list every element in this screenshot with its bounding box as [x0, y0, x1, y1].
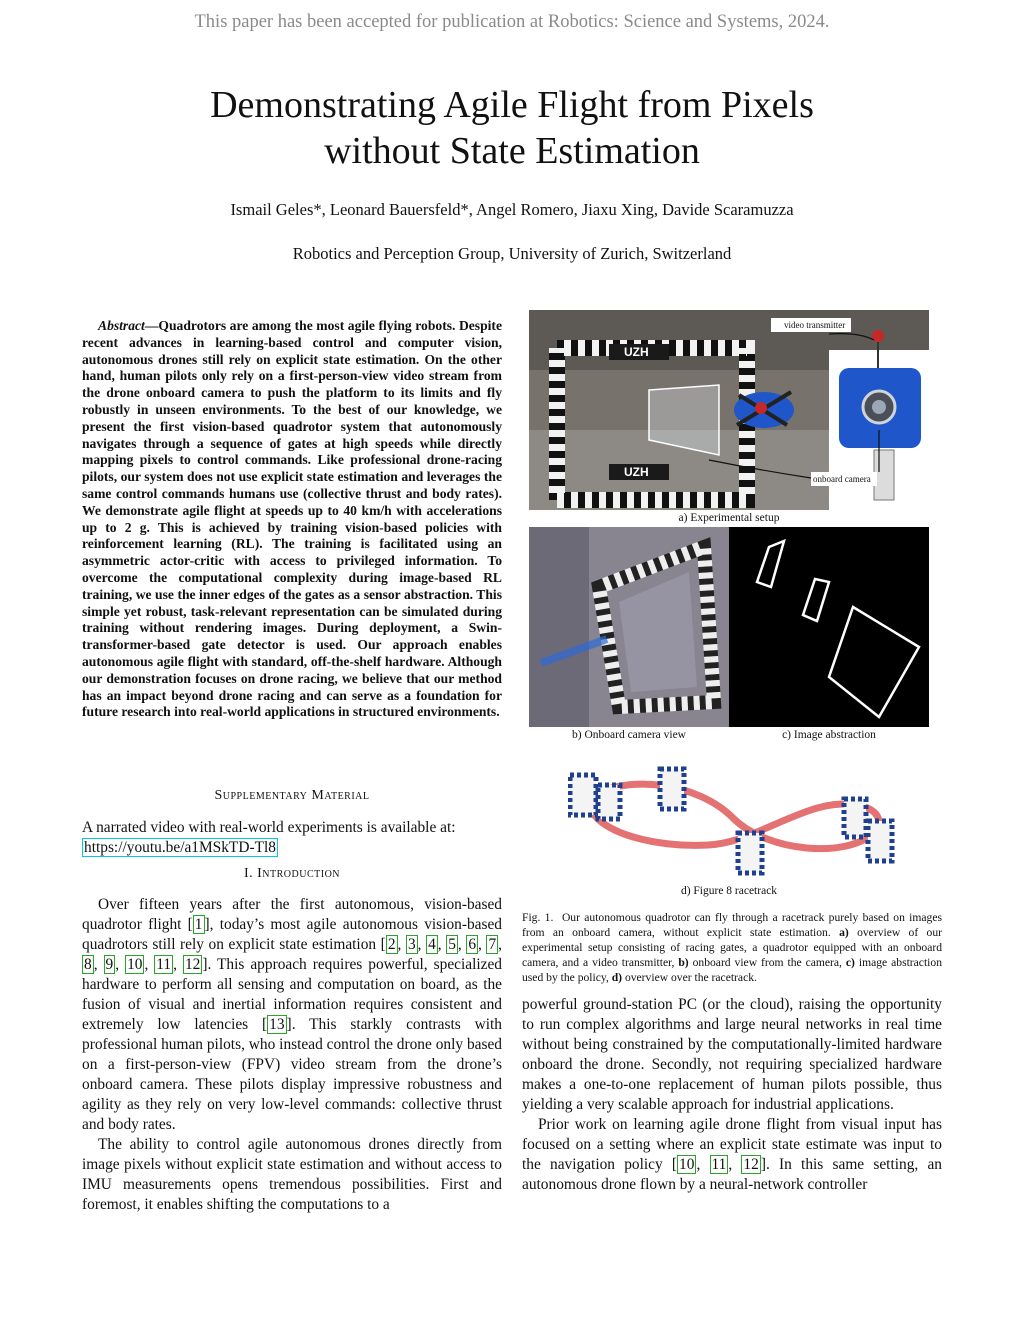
- intro-text-c: . This approach requires powerful, specialized hardware to perform all sensing and computation on board, as the fusion of visual and inertial information requires consistent and extremely low latencies: [82, 956, 502, 1033]
- figure-8-racetrack: [568, 763, 898, 878]
- citation-link[interactable]: 11: [711, 1156, 727, 1173]
- gate-label-bottom: UZH: [624, 465, 649, 479]
- right-column-body: [522, 995, 942, 1195]
- caption-d-text: overview over the racetrack.: [622, 971, 757, 984]
- right-text-a: Prior work on learning agile drone flight from visual input has focused on a setting where an explicit state estimate was input to the navigation policy: [522, 1116, 942, 1173]
- figure-label-d: d) Figure 8 racetrack: [680, 885, 778, 897]
- intro-paragraph-1: Over fifteen years after the first autonomous, vision-based quadrotor flight [ 1 ], today’s most agile autonomous vision-based quadrotors still rely on explicit state estimation [ 2 , 3 , 4 , 5 , 6 , 7 , 8 , 9 , 10 , 11 , 12 ]. This approach requires powerful, specialized hardware to perform all sensing and computation on board, as the fusion of visual and inertial information requires consistent and extremely low latencies [ 13 ]. This starkly contrasts with professional human pilots, who instead control the drone only based on a first-person-view (FPV) video stream from the drone’s onboard camera. These pilots display impressive robustness and agility as they rely on very low-level commands: collective thrust and body rates.: [82, 896, 503, 1133]
- author-list: Ismail Geles*, Leonard Bauersfeld*, Angel Romero, Jiaxu Xing, Davide Scaramuzza: [230, 200, 794, 219]
- citation-link[interactable]: 3: [407, 936, 416, 953]
- figure-label-b: b) Onboard camera view: [572, 729, 686, 741]
- citation-link[interactable]: 5: [448, 936, 456, 953]
- gate-label-top: UZH: [624, 345, 649, 359]
- caption-c-marker: c): [845, 956, 855, 969]
- figure-panel-image-abstraction: [729, 527, 929, 727]
- figure-label-a: a) Experimental setup: [678, 512, 780, 524]
- figure-panel-racetrack: [568, 763, 898, 878]
- publication-banner: This paper has been accepted for publication at Robotics: Science and Systems, 2024.: [194, 12, 830, 32]
- onboard-camera-annotation: onboard camera: [813, 474, 871, 484]
- citation-link[interactable]: 10: [127, 956, 143, 973]
- caption-d-marker: d): [611, 971, 623, 984]
- video-link[interactable]: https://youtu.be/a1MSkTD-Tl8: [84, 839, 276, 856]
- citation-link[interactable]: 12: [743, 1156, 759, 1173]
- citation-link[interactable]: 6: [468, 936, 477, 953]
- supplementary-text: [82, 818, 502, 858]
- video-transmitter-annotation: video transmitter: [784, 320, 846, 330]
- right-text-b: . In this same setting, an autonomous drone flown by a neural-network controller: [522, 1156, 942, 1193]
- experimental-setup-illustration: [529, 310, 929, 510]
- intro-paragraph-2: The ability to control agile autonomous drones directly from image pixels without explicit state estimation and without access to IMU measurements opens tremendous possibilities. First and foremost, it enables shifting the computations to a: [82, 1136, 502, 1213]
- onboard-camera-image: [529, 527, 729, 727]
- affiliation: Robotics and Perception Group, University of Zurich, Switzerland: [292, 244, 732, 263]
- citation-link[interactable]: 7: [488, 936, 497, 953]
- caption-a-text: overview of our experimental setup consisting of racing gates, a quadrotor equipped with an onboard camera, and a video transmitter,: [522, 926, 942, 969]
- title-line-2: without State Estimation: [324, 130, 700, 172]
- abstract-text: —Quadrotors are among the most agile flying robots. Despite recent advances in learning-based control and computer vision, autonomous drones still rely on explicit state estimation. On the other hand, human pilots only rely on a first-person-view video stream from the drone onboard camera to push the platform to its limits and fly robustly in unseen environments. To the best of our knowledge, we present the first vision-based quadrotor system that autonomously navigates through a sequence of gates at high speeds while directly mapping pixels to control commands. Like professional drone-racing pilots, our system does not use explicit state estimation and leverages the same control commands humans use (collective thrust and body rates). We demonstrate agile flight at speeds up to 40 km/h with accelerations up to 2 g. This is achieved by training vision-based policies with reinforcement learning (RL). The training is facilitated using an asymmetric actor-critic with access to privileged information. To overcome the computational complexity during image-based RL training, we use the inner edges of the gates as a sensor abstraction. This simple yet robust, task-relevant representation can be simulated during training without rendering images. During deployment, a Swin-transformer-based gate detector is used. Our approach enables autonomous agile flight with standard, off-the-shelf hardware. Although our demonstration focuses on drone racing, we believe that our method has an impact beyond drone racing and can serve as a foundation for future research into real-world applications in structured environments.: [82, 318, 502, 720]
- citation-link[interactable]: 10: [679, 1156, 695, 1173]
- right-paragraph-1: powerful ground-station PC (or the cloud), raising the opportunity to run complex algorithms and large neural networks in real time without being constrained by the computationally-limited hardware onboard the drone. Secondly, not requiring specialized hardware makes a one-to-one replacement of human pilots possible, thus yielding a very scalable approach for industrial applications.: [522, 996, 942, 1113]
- caption-b-text: onboard view from the camera,: [688, 956, 846, 969]
- figure-label-c: c) Image abstraction: [782, 729, 876, 741]
- introduction-heading: I. Introduction: [243, 866, 341, 881]
- figure-panel-onboard-view: [529, 527, 729, 727]
- citation-link[interactable]: 4: [428, 936, 436, 953]
- citation-group: 10 , 11 , 12: [679, 1156, 759, 1173]
- title-line-1: Demonstrating Agile Flight from Pixels: [210, 84, 814, 126]
- supplementary-heading: Supplementary Material: [214, 788, 370, 803]
- citation-link[interactable]: 8: [84, 956, 92, 973]
- citation-link[interactable]: 13: [269, 1016, 285, 1033]
- right-paragraph-2: Prior work on learning agile drone flight from visual input has focused on a setting where an explicit state estimate was input to the navigation policy [ 10 , 11 , 12 ]. In this same setting, an autonomous drone flown by a neural-network controller: [522, 1116, 942, 1193]
- caption-c-text: image abstraction used by the policy,: [522, 956, 942, 984]
- intro-text-d: . This starkly contrasts with professional human pilots, who instead control the drone only based on a first-person-view (FPV) video stream from the drone’s onboard camera. These pilots display impressive robustness and agility as they rely on very low-level commands: collective thrust and body rates.: [82, 1016, 502, 1133]
- introduction-body: [82, 895, 502, 1215]
- abstract-label: Abstract: [98, 318, 145, 333]
- intro-text-a: Over fifteen years after the first autonomous, vision-based quadrotor flight: [82, 896, 502, 933]
- paper-title: [0, 82, 1024, 174]
- intro-text-b: , today’s most agile autonomous vision-based quadrotors still rely on explicit state estimation: [82, 916, 503, 953]
- quadrotor: [734, 392, 794, 428]
- citation-link[interactable]: 2: [387, 936, 396, 953]
- citation-group: 2 , 3 , 4 , 5 , 6 , 7 , 8 , 9 , 10 , 11 , 12: [84, 936, 502, 973]
- figure-caption: [522, 910, 942, 985]
- abstract: [82, 318, 502, 721]
- citation-link[interactable]: 11: [156, 956, 172, 973]
- caption-prefix: Fig. 1.: [522, 911, 554, 924]
- supplementary-sentence: A narrated video with real-world experiments is available at:: [82, 819, 456, 836]
- caption-a-marker: a): [839, 926, 849, 939]
- figure-panel-experimental-setup: [529, 310, 929, 510]
- caption-b-marker: b): [678, 956, 689, 969]
- citation-link[interactable]: 1: [194, 916, 203, 933]
- gate-edge-abstraction: [729, 527, 929, 727]
- citation-link[interactable]: 9: [105, 956, 114, 973]
- citation-link[interactable]: 12: [184, 956, 201, 973]
- caption-main: Our autonomous quadrotor can fly through a racetrack purely based on images from an onboard camera, without explicit state estimation.: [522, 911, 942, 939]
